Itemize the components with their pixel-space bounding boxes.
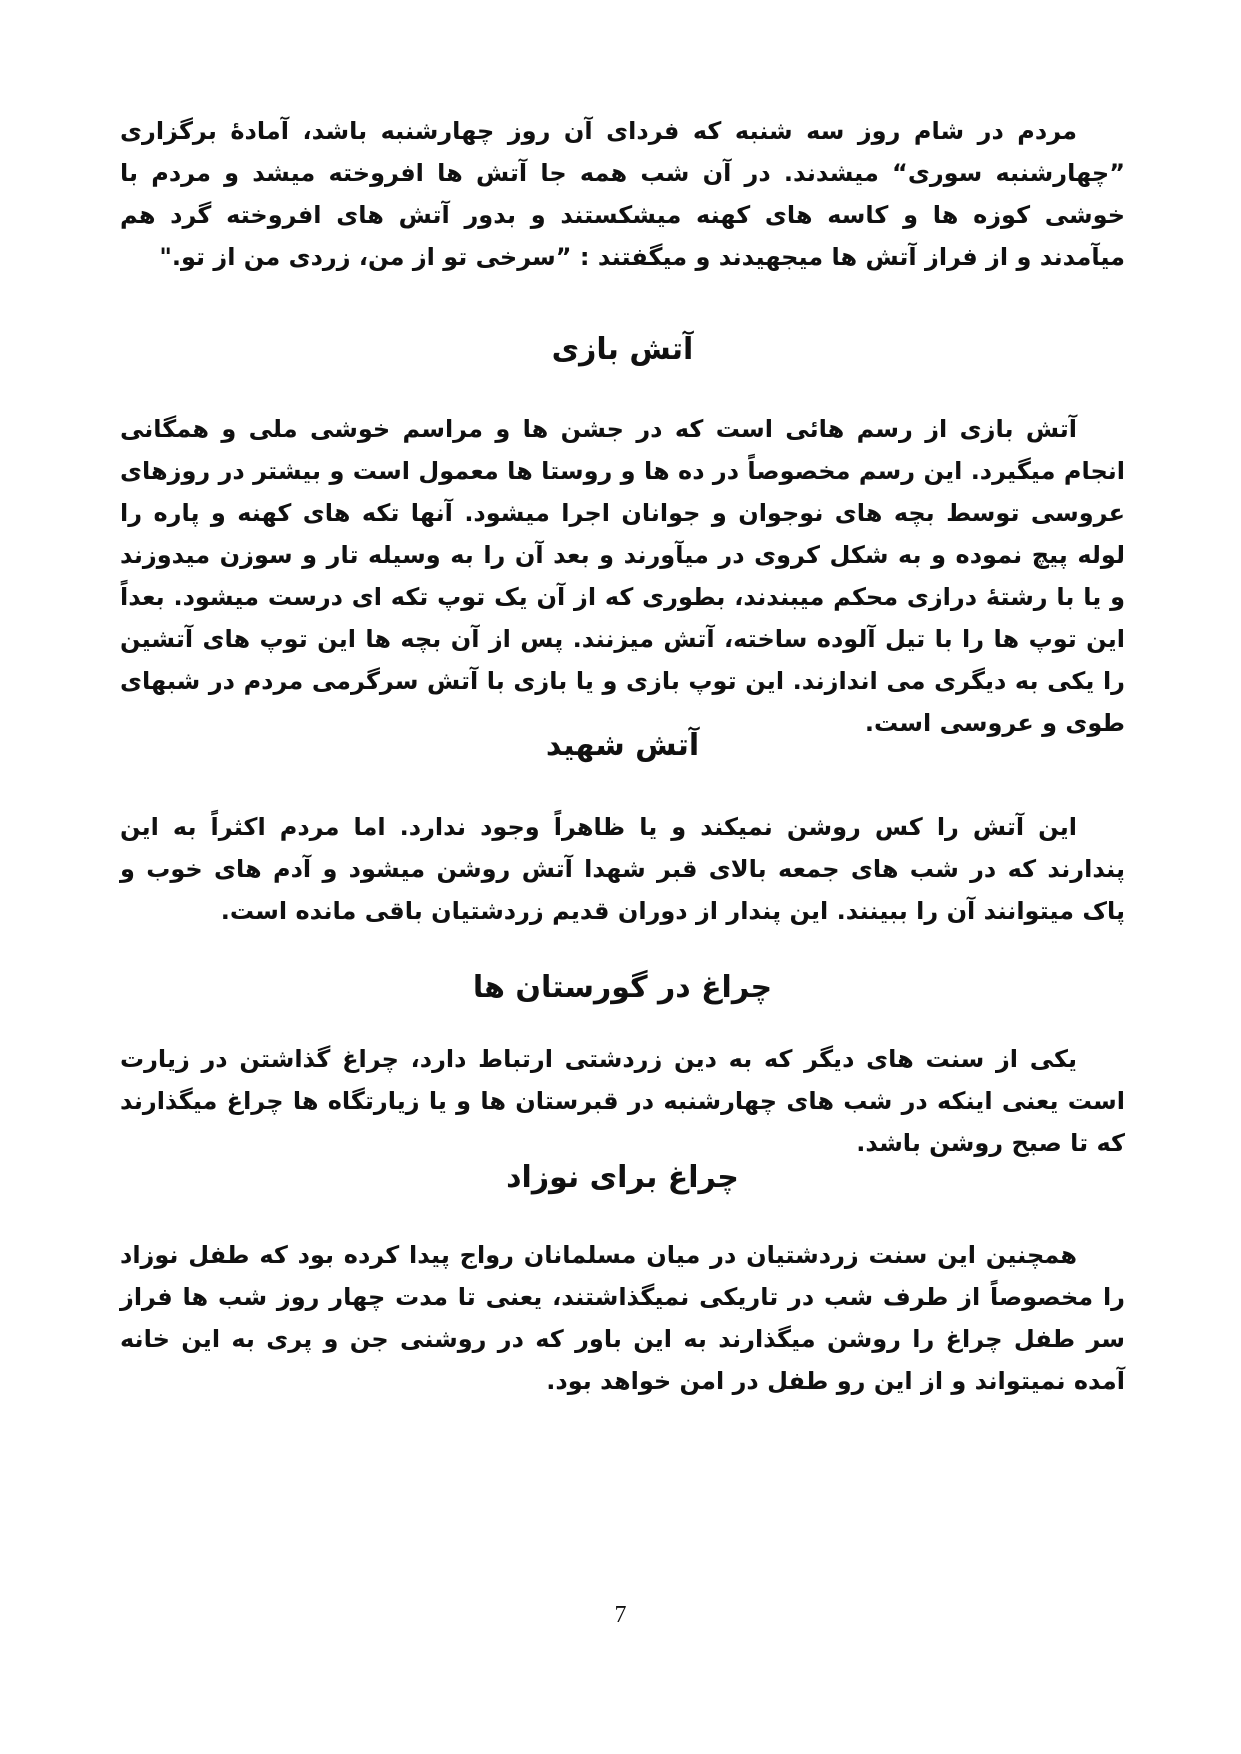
section-title-cemetery-lamp: چراغ در گورستان ها [472,970,773,1005]
section-body-newborn-lamp: همچنین این سنت زردشتیان در میان مسلمانان رواج پیدا کرده بود که طفل نوزاد را مخصوصاً از طرف شب در تاریکی نمیگذاشتند، یعنی تا مدت چهار روز شب ها فراز سر طفل چراغ را روشن میگذارند به این باور که در روشنی جن و پری به این خانه آمده نمیتواند و از این رو طفل در امن خواهد بود. [120,1241,1125,1395]
section-body-martyr-fire: این آتش را کس روشن نمیکند و یا ظاهراً وجود ندارد. اما مردم اکثراً به این پندارند که در شب های جمعه بالای قبر شهدا آتش روشن میشود و آدم های خوب و پاک میتوانند آن را ببینند. این پندار از دوران قدیم زردشتیان باقی مانده است. [120,813,1125,925]
intro-paragraph: مردم در شام روز سه شنبه که فردای آن روز چهارشنبه باشد، آمادهٔ برگزاری ”چهارشنبه سوری“ میشدند. در آن شب همه جا آتش ها افروخته میشد و مردم با خوشی کوزه ها و کاسه های کهنه میشکستند و بدور آتش های افروخته گرد هم میآمدند و از فراز آتش ها میجهیدند و میگفتند : ”سرخی تو از من، زردی من از تو." [120,117,1125,271]
section-title-fire-play: آتش بازی [551,332,694,367]
section-body-fire-play: آتش بازی از رسم هائی است که در جشن ها و مراسم خوشی ملی و همگانی انجام میگیرد. این رسم مخصوصاً در ده ها و روستا ها معمول است و بیشتر در روزهای عروسی توسط بچه های نوجوان و جوانان اجرا میشود. آنها تکه های کهنه و پاره را لوله پیچ نموده و به شکل کروی در میآورند و بعد آن را به وسیله تار و سوزن میدوزند و یا با رشتهٔ درازی محکم میبندند، بطوری که از آن یک توپ تکه ای درست میشود. بعداً این توپ ها را با تیل آلوده ساخته، آتش میزنند. پس از آن بچه ها این توپ های آتشین را یکی به دیگری می اندازند. این توپ بازی و یا بازی با آتش سرگرمی مردم در شبهای طوی و عروسی است. [120,415,1125,737]
section-title-martyr-fire: آتش شهید [545,728,700,763]
page-number: 7 [614,1602,627,1628]
section-body-cemetery-lamp: یکی از سنت های دیگر که به دین زردشتی ارتباط دارد، چراغ گذاشتن در زیارت است یعنی اینکه در شب های چهارشنبه در قبرستان ها و یا زیارتگاه ها چراغ میگذارند که تا صبح روشن باشد. [120,1045,1125,1157]
section-title-newborn-lamp: چراغ برای نوزاد [506,1160,739,1195]
